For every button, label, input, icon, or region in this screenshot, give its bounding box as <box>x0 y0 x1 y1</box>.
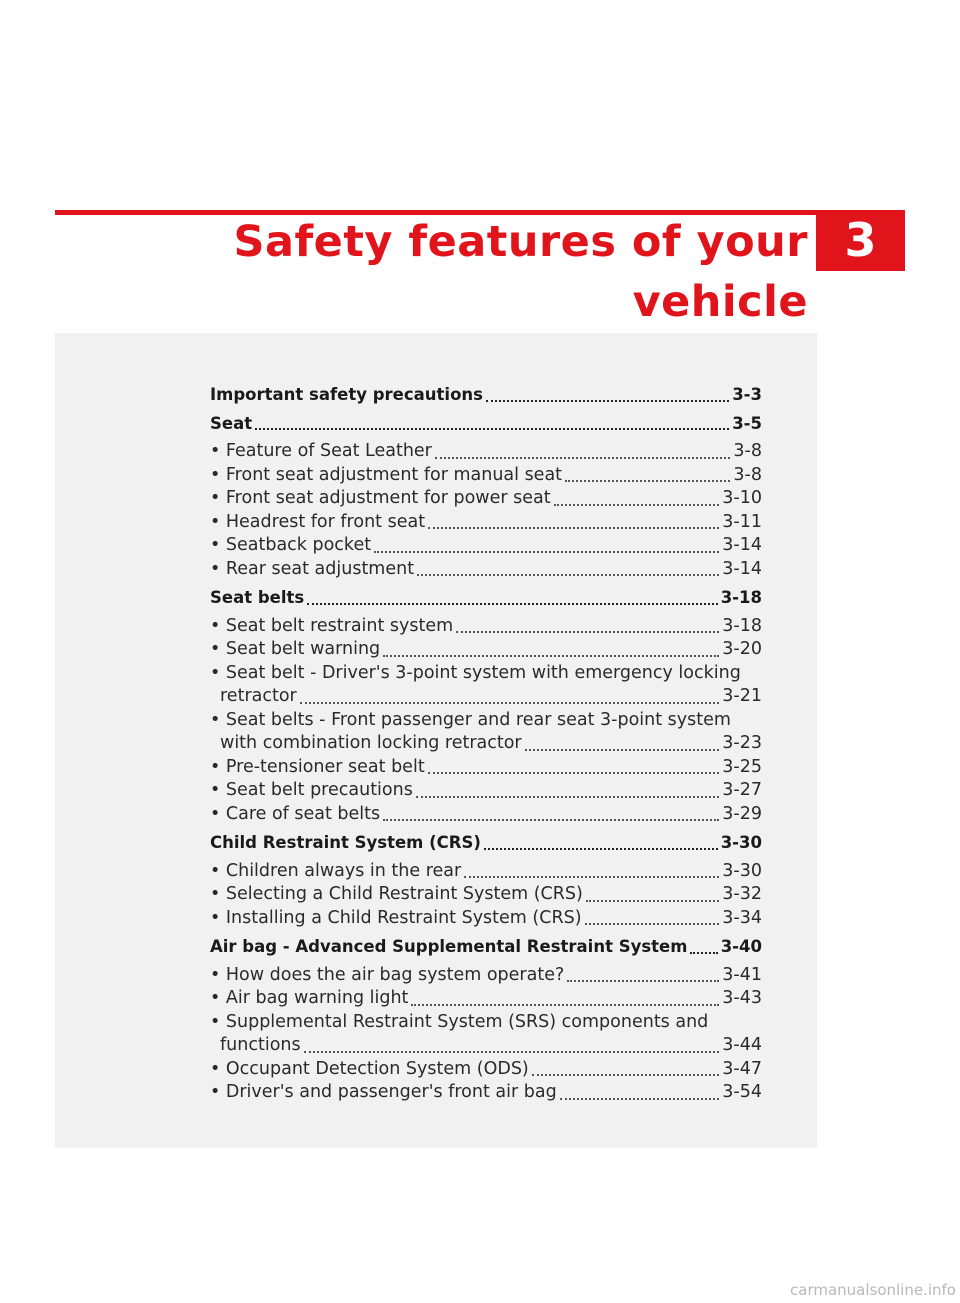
toc-item[interactable] <box>210 883 762 907</box>
toc-section-child-restraint[interactable] <box>210 831 762 855</box>
toc-page: 3-30 <box>720 833 762 852</box>
toc-item[interactable] <box>210 440 762 464</box>
toc-item[interactable] <box>210 558 762 582</box>
toc-item-first-line[interactable]: • Seat belts - Front passenger and rear seat 3-point system <box>210 709 731 730</box>
table-of-contents <box>210 383 762 1105</box>
toc-label: • Rear seat adjustment <box>210 558 415 579</box>
dot-leader <box>300 690 720 704</box>
toc-label: Air bag - Advanced Supplemental Restraint System <box>210 937 688 956</box>
toc-item[interactable] <box>210 1058 762 1082</box>
watermark-text: carmanualsonline.info <box>790 1281 956 1299</box>
toc-label: Important safety precautions <box>210 385 483 404</box>
toc-item[interactable] <box>210 756 762 780</box>
toc-page: 3-34 <box>722 907 762 928</box>
dot-leader <box>486 388 729 402</box>
toc-page: 3-29 <box>722 803 762 824</box>
toc-label: • Feature of Seat Leather <box>210 441 432 461</box>
dot-leader <box>464 864 719 878</box>
toc-label: • Seat belt warning <box>210 639 381 659</box>
toc-page: 3-47 <box>722 1058 762 1079</box>
toc-page: 3-11 <box>722 511 762 532</box>
toc-label: • Pre-tensioner seat belt <box>210 756 425 777</box>
toc-label: with combination locking retractor <box>220 733 522 753</box>
toc-page: 3-43 <box>722 988 762 1008</box>
toc-page: 3-44 <box>722 1035 762 1055</box>
dot-leader <box>532 1062 720 1076</box>
dot-leader <box>560 1086 720 1100</box>
dot-leader <box>383 643 719 657</box>
dot-leader <box>304 1039 720 1053</box>
dot-leader <box>690 940 717 954</box>
dot-leader <box>307 591 717 605</box>
toc-page: 3-32 <box>722 884 762 904</box>
dot-leader <box>565 468 730 482</box>
toc-item[interactable] <box>210 1034 762 1058</box>
toc-page: 3-14 <box>722 535 762 555</box>
toc-page: 3-54 <box>722 1082 762 1102</box>
dot-leader <box>585 911 720 925</box>
toc-label: • Front seat adjustment for power seat <box>210 488 551 508</box>
dot-leader <box>416 784 719 798</box>
toc-page: 3-25 <box>722 756 762 777</box>
dot-leader <box>586 888 719 902</box>
dot-leader <box>484 836 718 850</box>
toc-label: • Occupant Detection System (ODS) <box>210 1058 529 1079</box>
toc-page: 3-8 <box>733 441 762 461</box>
toc-label: Seat belts <box>210 588 305 607</box>
dot-leader <box>417 562 719 576</box>
dot-leader <box>383 807 719 821</box>
dot-leader <box>374 539 719 553</box>
toc-item[interactable] <box>210 638 762 662</box>
toc-item[interactable] <box>210 511 762 535</box>
toc-label: Seat <box>210 413 253 433</box>
toc-item[interactable] <box>210 464 762 488</box>
toc-item[interactable] <box>210 779 762 803</box>
toc-section-important-safety[interactable] <box>210 383 762 407</box>
toc-item[interactable] <box>210 803 762 827</box>
toc-page: 3-3 <box>732 385 762 404</box>
toc-page: 3-18 <box>722 615 762 636</box>
toc-section-seat[interactable] <box>210 412 762 436</box>
dot-leader <box>255 416 729 430</box>
toc-page: 3-20 <box>722 639 762 659</box>
toc-page: 3-8 <box>733 464 762 485</box>
toc-label: functions <box>220 1035 301 1055</box>
toc-page: 3-5 <box>732 413 762 433</box>
chapter-title: Safety features of your vehicle <box>233 217 808 327</box>
toc-item[interactable] <box>210 1081 762 1105</box>
toc-page: 3-27 <box>722 780 762 800</box>
toc-label: • Care of seat belts <box>210 803 381 824</box>
toc-label: • How does the air bag system operate? <box>210 964 565 985</box>
toc-item[interactable] <box>210 907 762 931</box>
toc-item[interactable] <box>210 534 762 558</box>
toc-label: • Installing a Child Restraint System (CRS) <box>210 907 582 928</box>
toc-item[interactable] <box>210 487 762 511</box>
toc-label: • Selecting a Child Restraint System (CRS) <box>210 884 583 904</box>
toc-label: • Seat belt precautions <box>210 780 413 800</box>
toc-item[interactable] <box>210 685 762 709</box>
toc-item-first-line[interactable]: • Seat belt - Driver's 3-point system with emergency locking <box>210 662 741 683</box>
toc-item[interactable] <box>210 964 762 988</box>
dot-leader <box>554 492 720 506</box>
toc-label: • Air bag warning light <box>210 988 409 1008</box>
toc-page: 3-10 <box>722 488 762 508</box>
toc-page: 3-18 <box>720 588 762 607</box>
toc-section-seat-belts[interactable] <box>210 586 762 610</box>
dot-leader <box>456 619 719 633</box>
toc-label: Child Restraint System (CRS) <box>210 833 481 852</box>
toc-item[interactable] <box>210 615 762 639</box>
toc-item[interactable] <box>210 987 762 1011</box>
toc-section-air-bag[interactable] <box>210 935 762 959</box>
dot-leader <box>567 968 719 982</box>
toc-label: • Children always in the rear <box>210 860 462 881</box>
toc-page: 3-23 <box>722 733 762 753</box>
toc-page: 3-40 <box>720 937 762 956</box>
dot-leader <box>411 992 719 1006</box>
toc-item[interactable] <box>210 732 762 756</box>
toc-label: • Seatback pocket <box>210 535 372 555</box>
toc-page: 3-41 <box>722 964 762 985</box>
toc-label: • Headrest for front seat <box>210 511 426 532</box>
toc-label: retractor <box>220 686 297 706</box>
toc-item[interactable] <box>210 860 762 884</box>
toc-page: 3-14 <box>722 558 762 579</box>
toc-page: 3-30 <box>722 860 762 881</box>
toc-page: 3-21 <box>722 686 762 706</box>
toc-label: • Driver's and passenger's front air bag <box>210 1082 557 1102</box>
toc-label: • Seat belt restraint system <box>210 615 454 636</box>
dot-leader <box>525 737 720 751</box>
dot-leader <box>435 445 731 459</box>
toc-label: • Front seat adjustment for manual seat <box>210 464 563 485</box>
toc-item-first-line[interactable]: • Supplemental Restraint System (SRS) components and <box>210 1011 709 1032</box>
chapter-number-badge: 3 <box>816 210 905 271</box>
dot-leader <box>428 515 719 529</box>
dot-leader <box>428 760 720 774</box>
